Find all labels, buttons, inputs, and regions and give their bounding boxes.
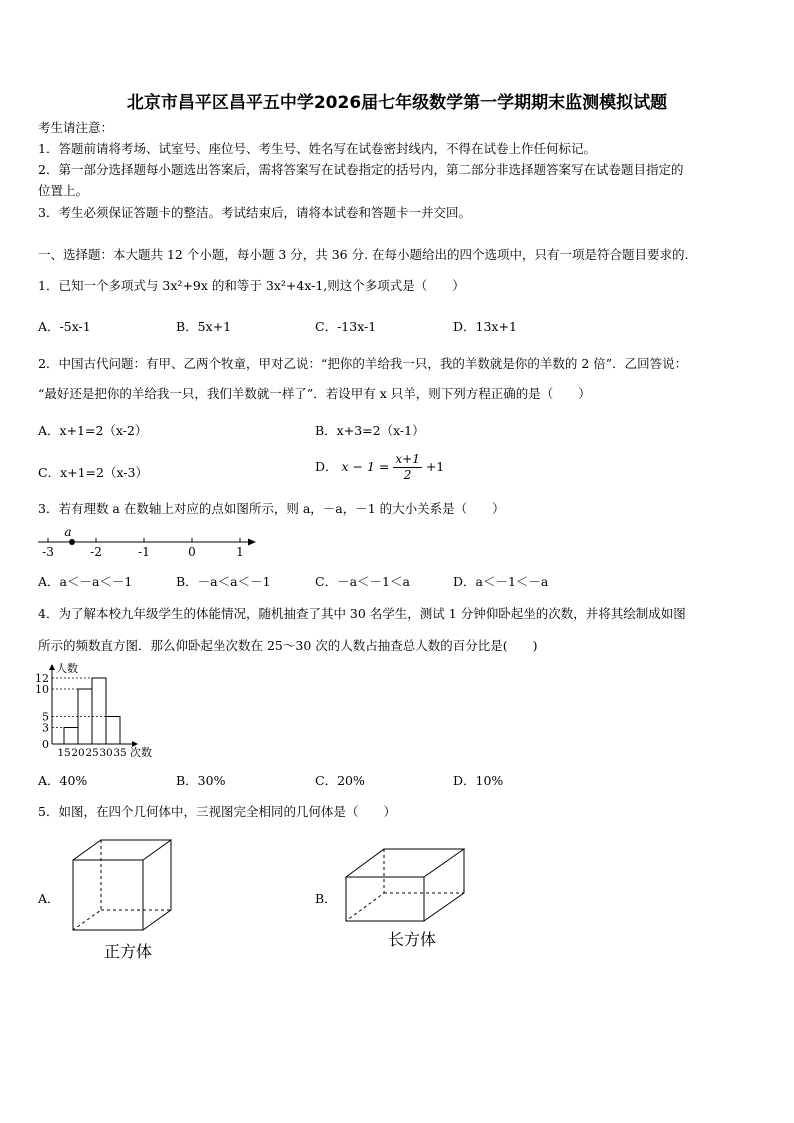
q3-option-a: A．a＜－a＜－1 xyxy=(38,574,133,589)
cube-caption: 正方体 xyxy=(104,942,153,961)
q4-option-d: D．10% xyxy=(453,773,504,788)
cube-figure xyxy=(65,838,185,938)
number-line-tick-label: 0 xyxy=(188,545,196,559)
histogram-y-arrow xyxy=(49,664,55,670)
histogram-y-tick-label: 0 xyxy=(42,738,49,751)
point-a-label: a xyxy=(64,525,72,539)
q1-stem: 1．已知一个多项式与 3x²+9x 的和等于 3x²+4x-1,则这个多项式是（ ） xyxy=(38,278,465,293)
point-a xyxy=(69,539,75,545)
notice-heading: 考生请注意： xyxy=(38,120,114,135)
notice-item-3: 3．考生必须保证答题卡的整洁。考试结束后，请将本试卷和答题卡一并交回。 xyxy=(38,205,471,220)
histogram-y-tick-label: 12 xyxy=(35,672,49,685)
q1-option-b: B．5x+1 xyxy=(176,319,232,334)
cuboid-front-face xyxy=(346,877,424,921)
histogram-x-tick-label: 35 xyxy=(113,747,127,759)
histogram-bar xyxy=(106,717,120,745)
q2-option-d-rhs: +1 xyxy=(425,459,445,474)
cube-hidden-edges xyxy=(73,840,101,930)
q1-option-a: A．-5x-1 xyxy=(38,319,91,334)
cuboid-right-face xyxy=(424,849,464,921)
q1-option-d: D．13x+1 xyxy=(453,319,517,334)
histogram-bar xyxy=(64,728,78,745)
number-line xyxy=(34,522,264,562)
cube-right-face xyxy=(143,840,171,930)
q5-stem: 5．如图，在四个几何体中，三视图完全相同的几何体是（ ） xyxy=(38,804,396,819)
notice-item-2-cont: 位置上。 xyxy=(38,183,89,198)
histogram-x-tick-label: 30 xyxy=(99,747,113,759)
q2-option-b: B．x+3=2（x-1） xyxy=(315,423,425,438)
q3-option-d: D．a＜－1＜－a xyxy=(453,574,549,589)
q5-option-b-label: B． xyxy=(315,891,337,906)
q5-option-a-label: A． xyxy=(38,891,60,906)
cuboid-caption: 长方体 xyxy=(388,930,437,949)
histogram-x-tick-label: 20 xyxy=(71,747,85,759)
histogram-x-tick-label: 15 xyxy=(57,747,71,759)
q2-option-d-fraction xyxy=(393,452,421,483)
number-line-tick-label: 1 xyxy=(236,545,244,559)
histogram-bar xyxy=(92,678,106,744)
notice-item-2: 2．第一部分选择题每小题选出答案后，需将答案写在试卷指定的括号内，第二部分非选择题答案写在试卷题目指定的 xyxy=(38,162,684,177)
q1-option-c: C．-13x-1 xyxy=(315,319,377,334)
number-line-tick-label: -3 xyxy=(42,545,54,559)
q2-option-c: C．x+1=2（x-3） xyxy=(38,465,148,480)
cube-front-face xyxy=(73,860,143,930)
q2-option-d xyxy=(315,452,444,483)
histogram-y-tick-label: 3 xyxy=(42,721,49,735)
cuboid-top-face xyxy=(346,849,464,877)
cuboid-hidden-edges xyxy=(346,849,384,921)
histogram-y-tick-label: 10 xyxy=(35,683,49,696)
histogram-y-label: 人数 xyxy=(56,662,78,675)
q3-stem: 3．若有理数 a 在数轴上对应的点如图所示，则 a，－a，－1 的大小关系是（ ） xyxy=(38,501,505,516)
q3-option-c: C．－a＜－1＜a xyxy=(315,574,410,589)
histogram-x-tick-label: 25 xyxy=(85,747,99,759)
q2-option-d-lhs: x − 1 = xyxy=(341,459,390,474)
q4-stem-line2: 所示的频数直方图．那么仰卧起坐次数在 25～30 次的人数占抽查总人数的百分比是( ) xyxy=(38,638,538,653)
q3-option-b: B．－a＜a＜－1 xyxy=(176,574,271,589)
q2-option-d-label: D． xyxy=(315,459,338,474)
q2-stem-line1: 2．中国古代问题：有甲、乙两个牧童，甲对乙说：“把你的羊给我一只，我的羊数就是你的羊数的 2 倍”．乙回答说： xyxy=(38,356,688,371)
histogram-x-label: 次数 xyxy=(130,746,152,759)
histogram-y-tick-label: 5 xyxy=(42,710,49,724)
q4-option-b: B．30% xyxy=(176,773,226,788)
q2-stem-line2: “最好还是把你的羊给我一只，我们羊数就一样了”．若设甲有 x 只羊，则下列方程正确的是（ ） xyxy=(38,386,591,401)
number-line-arrow xyxy=(248,539,256,546)
histogram xyxy=(30,660,170,760)
q2-option-a: A．x+1=2（x-2） xyxy=(38,423,148,438)
page-title: 北京市昌平区昌平五中学2026届七年级数学第一学期期末监测模拟试题 xyxy=(126,93,668,113)
number-line-tick-label: -2 xyxy=(90,545,102,559)
cube-top-face xyxy=(73,840,171,860)
number-line-tick-label: -1 xyxy=(138,545,150,559)
q4-option-a: A．40% xyxy=(38,773,88,788)
notice-item-1: 1．答题前请将考场、试室号、座位号、考生号、姓名写在试卷密封线内，不得在试卷上作任何标记。 xyxy=(38,141,596,156)
q4-option-c: C．20% xyxy=(315,773,365,788)
q4-stem-line1: 4．为了解本校九年级学生的体能情况，随机抽查了其中 30 名学生，测试 1 分钟仰卧起坐的次数，并将其绘制成如图 xyxy=(38,606,686,621)
section-heading: 一、选择题：本大题共 12 个小题，每小题 3 分，共 36 分. 在每小题给出的四个选项中，只有一项是符合题目要求的. xyxy=(38,247,689,262)
q2-fraction-numerator: x+1 xyxy=(395,452,420,466)
q2-fraction-denominator: 2 xyxy=(403,468,412,482)
cuboid-figure xyxy=(340,845,470,925)
